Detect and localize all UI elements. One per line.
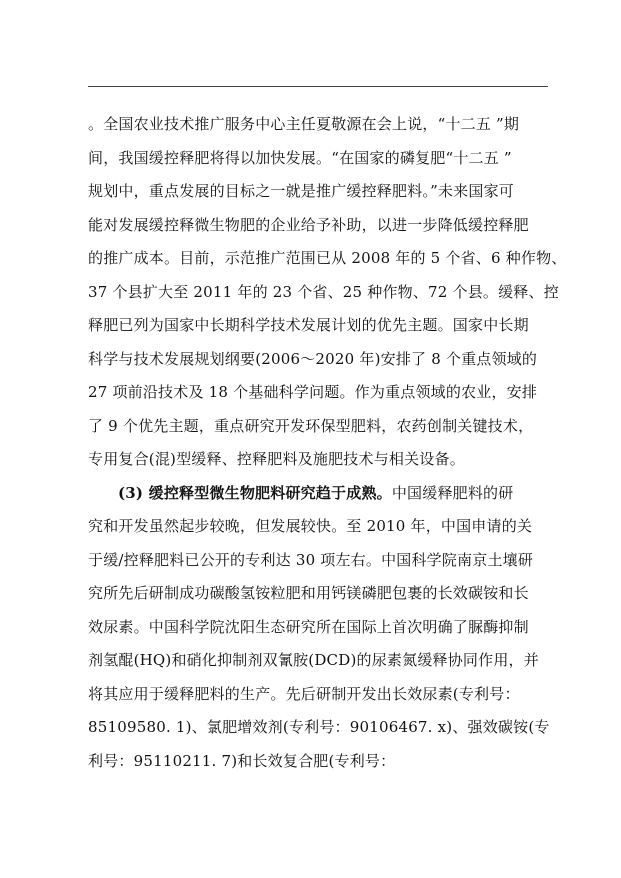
text-line-3: 规划中，重点发展的目标之一就是推广缓控释肥料。”未来国家可 <box>88 182 514 200</box>
header-rule <box>88 86 548 87</box>
text-line-9: 27 项前沿技术及 18 个基础科学问题。作为重点领域的农业，安排 <box>88 383 538 401</box>
text-line-16: 效尿素。中国科学院沈阳生态研究所在国际上首次明确了脲酶抑制 <box>88 617 529 636</box>
paragraph-2-first-line <box>88 477 558 511</box>
text-line-14: 于缓/控释肥料已公开的专利达 30 项左右。中国科学院南京土壤研 <box>88 550 534 569</box>
text-line-6: 37 个县扩大至 2011 年的 23 个省、25 种作物、72 个县。缓释、控 <box>88 282 559 301</box>
text-line-4: 能对发展缓控释微生物肥的企业给予补助，以进一步降低缓控释肥 <box>88 215 529 234</box>
text-line-2: 间，我国缓控释肥将得以加快发展。“在国家的磷复肥“十二五 ” <box>88 148 512 167</box>
text-line-10: 了 9 个优先主题，重点研究开发环保型肥料，农药创制关键技术， <box>88 416 534 435</box>
paragraph-2-first-line-rest: 中国缓释肥料的研 <box>391 483 514 502</box>
text-line-20: 利号：95110211. 7)和长效复合肥(专利号： <box>88 751 396 770</box>
text-line-11: 专用复合(混)型缓释、控释肥料及施肥技术与相关设备。 <box>88 450 465 468</box>
text-line-19: 85109580. 1)、氯肥增效剂(专利号：90106467. x)、强效碳铵(专 <box>88 718 550 736</box>
text-line-8: 科学与技术发展规划纲要(2006～2020 年)安排了 8 个重点领域的 <box>88 349 538 368</box>
text-line-13: 究和开发虽然起步较晚，但发展较快。至 2010 年，中国申请的关 <box>88 517 533 535</box>
text-line-17: 剂氢醌(HQ)和硝化抑制剂双氰胺(DCD)的尿素氮缓释协同作用，并 <box>88 651 539 669</box>
text-line-5: 的推广成本。目前，示范推广范围已从 2008 年的 5 个省、6 种作物、 <box>88 249 567 267</box>
text-line-1: 。全国农业技术推广服务中心主任夏敬源在会上说，“十二五 ”期 <box>88 115 520 133</box>
body-text <box>88 108 567 778</box>
paragraph-2-heading: (3) 缓控释型微生物肥料研究趋于成熟。 <box>118 483 392 502</box>
text-line-15: 究所先后研制成功碳酸氢铵粒肥和用钙镁磷肥包裹的长效碳铵和长 <box>88 584 529 602</box>
text-line-7: 释肥已列为国家中长期科学技术发展计划的优先主题。国家中长期 <box>88 316 529 334</box>
text-line-18: 将其应用于缓释肥料的生产。先后研制开发出长效尿素(专利号： <box>88 684 520 703</box>
